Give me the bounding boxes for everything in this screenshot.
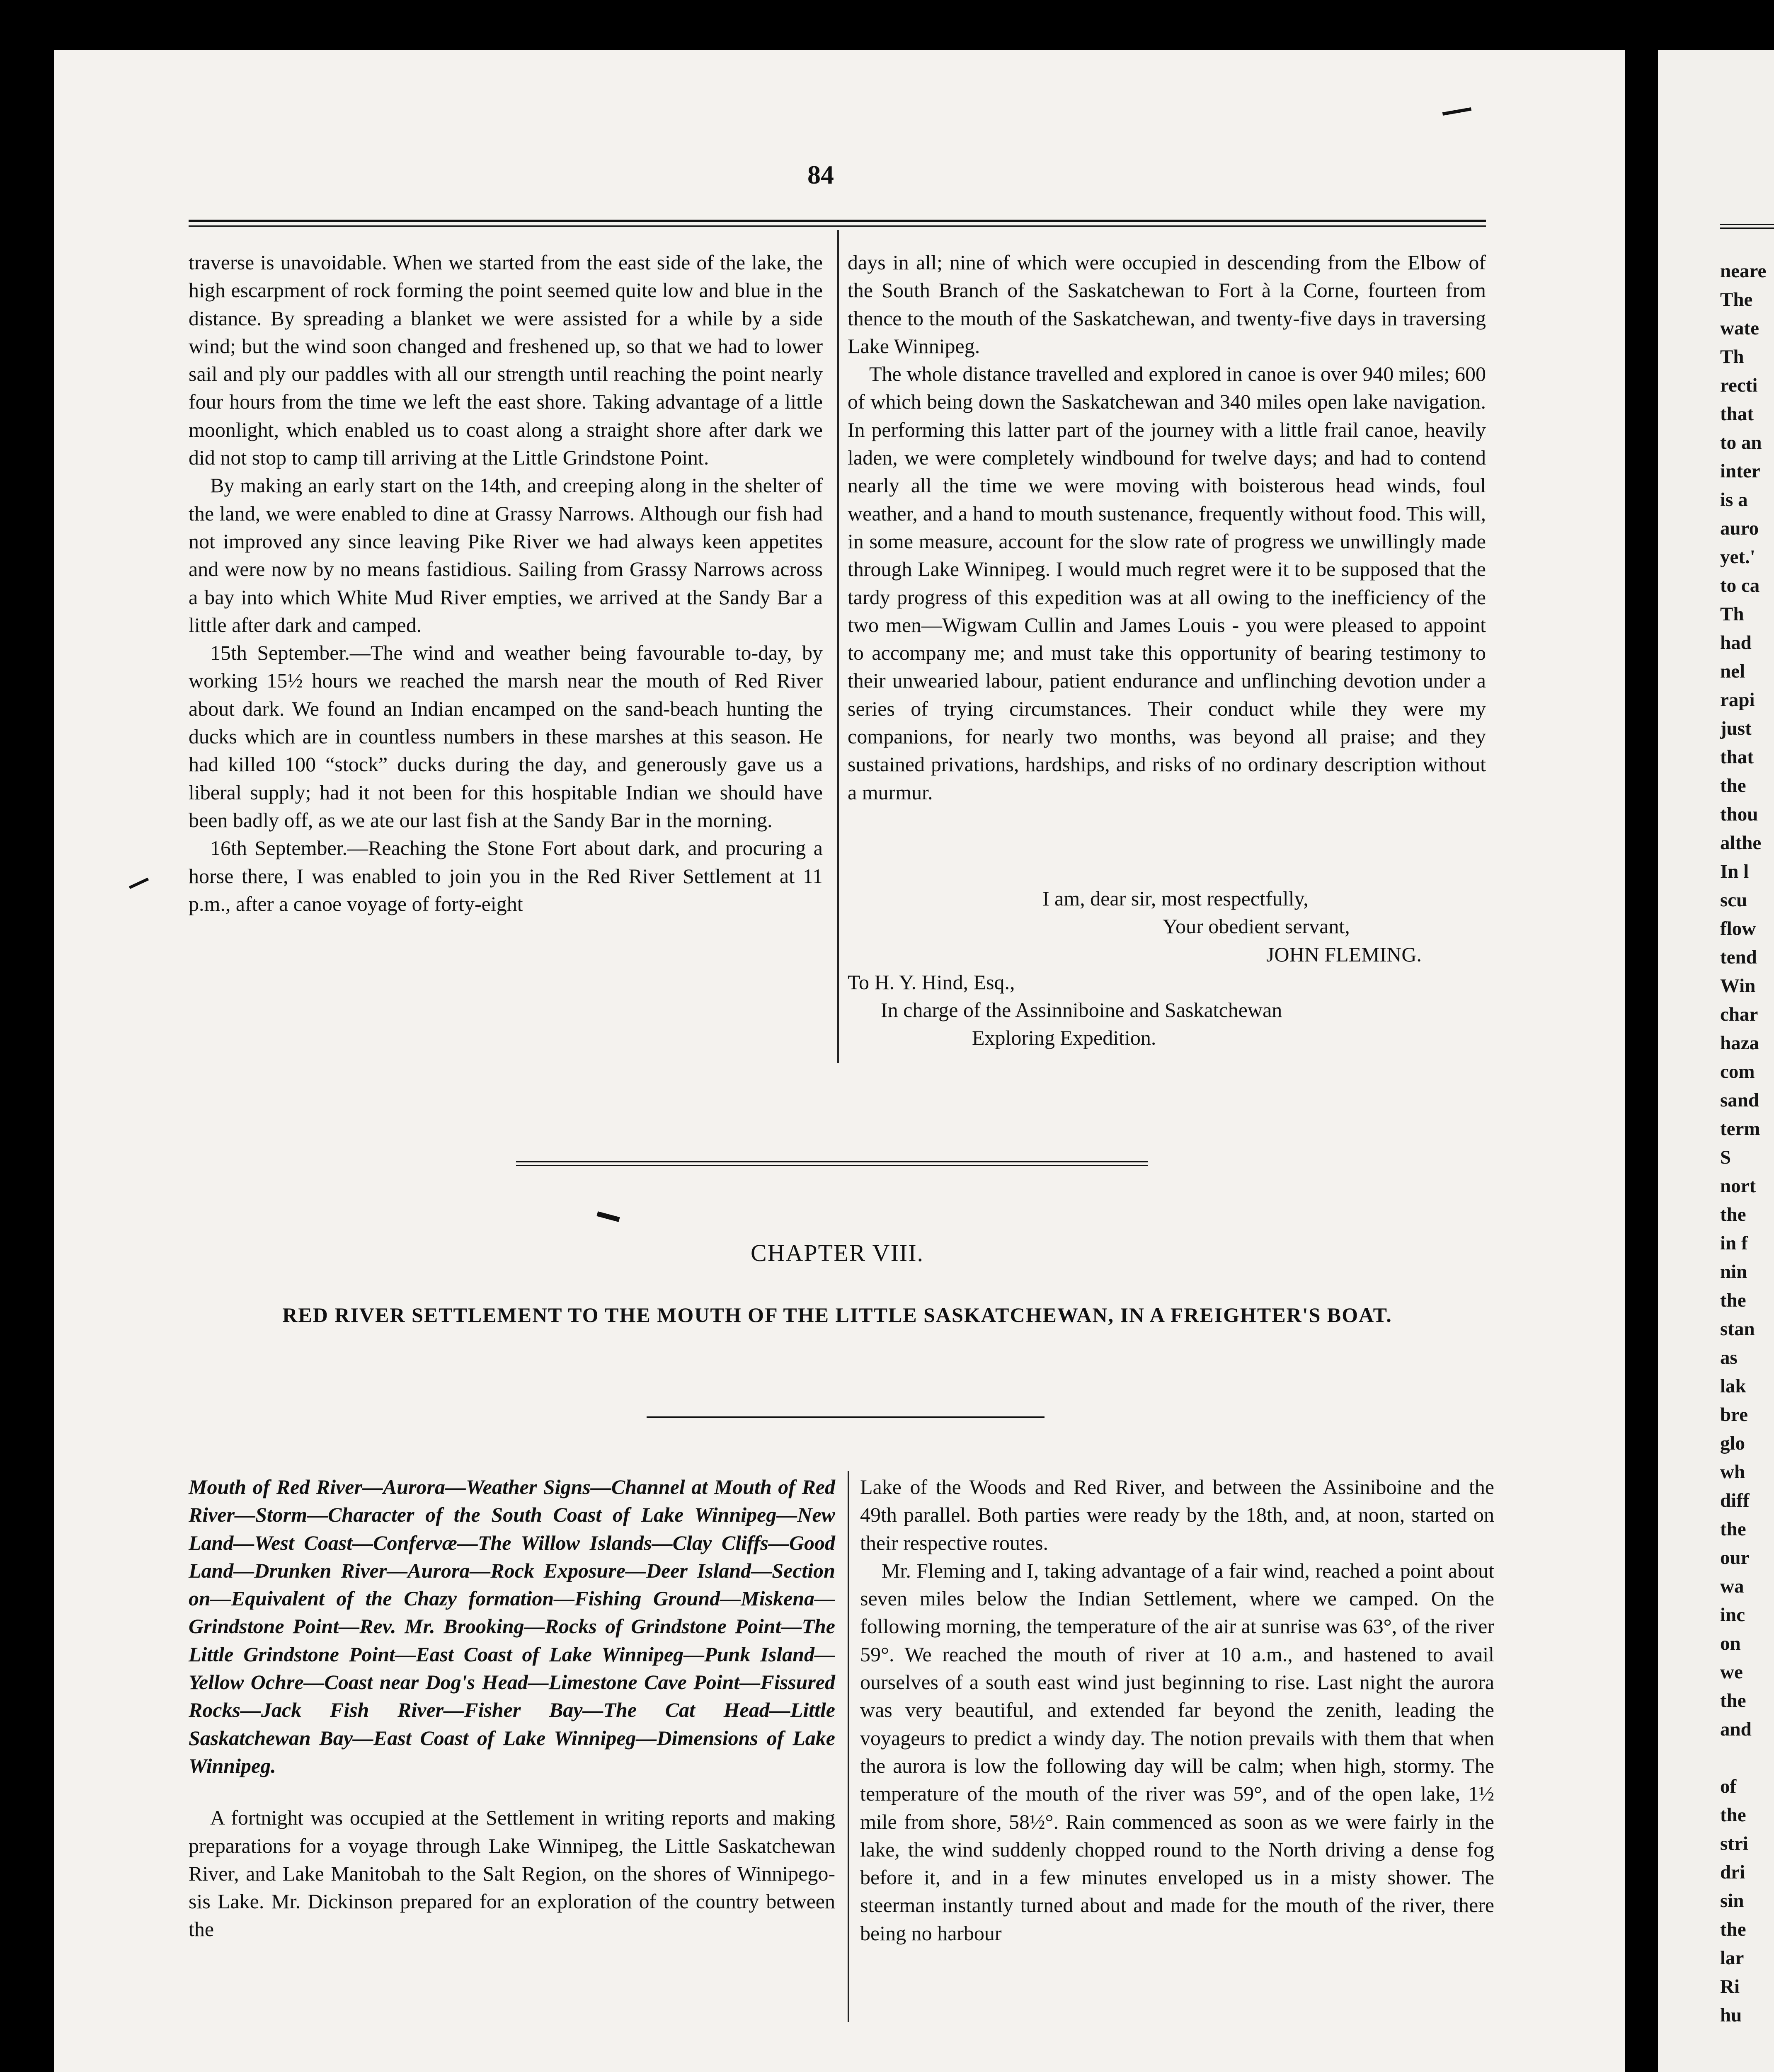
adjacent-page-fragment: bre bbox=[1720, 1404, 1748, 1426]
adjacent-page-fragment: term bbox=[1720, 1118, 1760, 1140]
adjacent-page-fragment: Ri bbox=[1720, 1976, 1740, 1997]
adjacent-page-fragment: that bbox=[1720, 403, 1754, 425]
paragraph: Lake of the Woods and Red River, and between the Assiniboine and the 49th parallel. Both parties were ready by the 18th, and, at noon, started on their respective routes. bbox=[860, 1475, 1494, 1554]
charge-line: In charge of the Assinniboine and Saskatchewan bbox=[881, 998, 1282, 1022]
adjacent-page-edge bbox=[1658, 50, 1774, 2072]
adjacent-page-fragment: tend bbox=[1720, 946, 1757, 968]
adjacent-page-fragment: thou bbox=[1720, 804, 1758, 825]
adjacent-page-fragment: the bbox=[1720, 1290, 1746, 1311]
bottom-left-column bbox=[189, 1473, 835, 1944]
adjacent-page-fragment: Win bbox=[1720, 975, 1756, 997]
adjacent-page-fragment: the bbox=[1720, 1690, 1746, 1711]
adjacent-page-fragment: the bbox=[1720, 1518, 1746, 1540]
adjacent-page-fragment: in f bbox=[1720, 1232, 1748, 1254]
adjacent-page-fragment: the bbox=[1720, 775, 1746, 796]
paragraph: 15th September.—The wind and weather being favourable to-day, by working 15½ hours we reached the marsh near the mouth of Red River about dark. We found an Indian encamped on the sand-beach hunting the ducks which are in countless numbers in these marshes at this season. He had killed 100 “stock” ducks during the day, and generously gave us a liberal supply; had it not been for this hospitable Indian we should have been badly off, as we ate our last fish at the Sandy Bar in the morning. bbox=[189, 641, 823, 832]
paragraph: Mr. Fleming and I, taking advantage of a fair wind, reached a point about seven miles below the Indian Settlement, where we camped. On the following morning, the temperature of the air at sunrise was 63°, of the river 59°. We reached the mouth of river at 10 a.m., and hastened to avail ourselves of a south east wind just beginning to rise. Last night the aurora was very beautiful, and extended far beyond the zenith, leading the voyageurs to predict a windy day. The notion prevails with them that when the aurora is low the following day will be calm; when high, stormy. The temperature of the mouth of the river was 59°, and of the open lake, 1½ mile from shore, 58½°. Rain commenced as soon as we were fairly in the lake, the wind suddenly chopped round to the North driving a dense fog before it, and in a few minutes enveloped us in a misty shower. The steerman instantly turned about and made for the mouth of the river, there being no harbour bbox=[860, 1559, 1494, 1945]
adjacent-page-fragment: of bbox=[1720, 1776, 1737, 1797]
adjacent-page-fragment: lar bbox=[1720, 1947, 1744, 1969]
adjacent-page-fragment: yet.' bbox=[1720, 546, 1755, 568]
chapter-subtitle: RED RIVER SETTLEMENT TO THE MOUTH OF THE LITTLE SASKATCHEWAN, IN A FREIGHTER'S BOAT. bbox=[282, 1303, 1392, 1326]
adjacent-page-fragment: and bbox=[1720, 1719, 1752, 1740]
paragraph: A fortnight was occupied at the Settlement in writing reports and making preparations for a voyage through Lake Winnipeg, the Little Saskatchewan River, and Lake Manitobah to the Salt Region, on the shores of Winnipego-sis Lake. Mr. Dickinson prepared for an exploration of the country between the bbox=[189, 1806, 835, 1941]
adjacent-page-text bbox=[1720, 257, 1774, 2030]
adjacent-page-fragment: sand bbox=[1720, 1089, 1759, 1111]
chapter-synopsis: Mouth of Red River—Aurora—Weather Signs—Channel at Mouth of Red River—Storm—Character of the South Coast of Lake Winnipeg—New Land—West Coast—Confervæ—The Willow Islands—Clay Cliffs—Good Land—Drunken River—Aurora—Rock Exposure—Deer Island—Section on—Equivalent of the Chazy formation—Fishing Ground—Miskena—Grindstone Point—Rev. Mr. Brooking—Rocks of Grindstone Point—The Little Grindstone Point—East Coast of Lake Winnipeg—Punk Island—Yellow Ochre—Coast near Dog's Head—Limestone Cave Point—Fissured Rocks—Jack Fish River—Fisher Bay—The Cat Head—Little Saskatchewan Bay—East Coast of Lake Winnipeg—Dimensions of Lake Winnipeg. bbox=[189, 1475, 835, 1777]
adjacent-page-fragment: stan bbox=[1720, 1318, 1755, 1340]
adjacent-page-fragment: inter bbox=[1720, 460, 1760, 482]
adjacent-page-fragment: Th bbox=[1720, 603, 1744, 625]
paragraph: The whole distance travelled and explored in canoe is over 940 miles; 600 of which being down the Saskatchewan and 340 miles open lake navigation. In performing this latter part of the journey with a little frail canoe, heavily laden, we were completely windbound for twelve days; and had to contend nearly all the time we were moving with boisterous head winds, foul weather, and a hand to mouth sustenance, frequently without food. This will, in some measure, account for the slow rate of progress we unwillingly made through Lake Winnipeg. I would much regret were it to be supposed that the tardy progress of this expedition was at all owing to the inefficiency of the two men—Wigwam Cullin and James Louis - you were pleased to appoint to accompany me; and must take this opportunity of bearing testimony to their unwearied labour, patient endurance and unflinching devotion under a series of trying circumstances. Their conduct while they were my companions, for nearly two months, was beyond all praise; and they sustained privations, hardships, and risks of no ordinary description without a murmur. bbox=[848, 362, 1486, 804]
top-left-column bbox=[189, 249, 823, 918]
adjacent-page-fragment: stri bbox=[1720, 1833, 1748, 1854]
adjacent-page-fragment: the bbox=[1720, 1204, 1746, 1225]
adjacent-page-fragment: glo bbox=[1720, 1433, 1745, 1454]
paragraph: traverse is unavoidable. When we started from the east side of the lake, the high escarpment of rock forming the point seemed quite low and blue in the distance. By spreading a blanket we were assisted for a while by a side wind; but the wind soon changed and freshened up, so that we had to lower sail and ply our paddles with all our strength until reaching the point nearly four hours from the time we left the east shore. Taking advantage of a little moonlight, which enabled us to coast along a straight shore after dark we did not stop to camp till arriving at the Little Grindstone Point. bbox=[189, 251, 823, 470]
chapter-title: CHAPTER VIII. bbox=[750, 1239, 924, 1266]
adjacent-page-fragment: wa bbox=[1720, 1576, 1744, 1597]
paragraph: By making an early start on the 14th, and creeping along in the shelter of the land, we were enabled to dine at Grassy Narrows. Although our fish had not improved any since leaving Pike River we had always keen appetites and were now by no means fastidious. Sailing from Grassy Narrows across a bay into which White Mud River empties, we arrived at the Sandy Bar a little after dark and camped. bbox=[189, 474, 823, 637]
adjacent-page-fragment: had bbox=[1720, 632, 1752, 654]
adjacent-page-fragment: to ca bbox=[1720, 575, 1760, 596]
adjacent-page-fragment: the bbox=[1720, 1919, 1746, 1940]
adjacent-page-fragment: wh bbox=[1720, 1461, 1745, 1483]
addressee: To H. Y. Hind, Esq., bbox=[848, 970, 1015, 994]
adjacent-page-fragment: nin bbox=[1720, 1261, 1747, 1283]
adjacent-page-fragment: S bbox=[1720, 1147, 1731, 1168]
adjacent-page-fragment: inc bbox=[1720, 1604, 1745, 1626]
adjacent-page-fragment: diff bbox=[1720, 1490, 1750, 1511]
adjacent-page-fragment: althe bbox=[1720, 832, 1762, 854]
adjacent-page-fragment: scu bbox=[1720, 889, 1747, 911]
bottom-right-column bbox=[860, 1473, 1494, 1947]
letter-closing bbox=[848, 885, 1486, 1052]
adjacent-page-fragment: the bbox=[1720, 1804, 1746, 1826]
adjacent-page-fragment: auro bbox=[1720, 518, 1759, 539]
adjacent-page-fragment: just bbox=[1720, 718, 1752, 739]
closing-servant: Your obedient servant, bbox=[1163, 915, 1350, 938]
adjacent-page-fragment: In l bbox=[1720, 861, 1749, 882]
adjacent-page-fragment: char bbox=[1720, 1004, 1758, 1025]
adjacent-page-fragment: neare bbox=[1720, 260, 1767, 282]
charge-line: Exploring Expedition. bbox=[972, 1026, 1156, 1050]
adjacent-page-fragment: sin bbox=[1720, 1890, 1744, 1912]
top-right-column bbox=[848, 249, 1486, 806]
adjacent-page-fragment: as bbox=[1720, 1347, 1738, 1368]
header-rule bbox=[189, 220, 1486, 227]
paragraph: days in all; nine of which were occupied in descending from the Elbow of the South Branch of the Saskatchewan to Fort à la Corne, fourteen from thence to the mouth of the Saskatchewan, and twenty-five days in traversing Lake Winnipeg. bbox=[848, 251, 1486, 358]
signature: JOHN FLEMING. bbox=[1266, 942, 1422, 966]
adjacent-page-fragment bbox=[1720, 1744, 1774, 1772]
adjacent-page-fragment: is a bbox=[1720, 489, 1748, 511]
adjacent-page-fragment: nel bbox=[1720, 661, 1745, 682]
paragraph: 16th September.—Reaching the Stone Fort about dark, and procuring a horse there, I was enabled to join you in the Red River Settlement at 11 p.m., after a canoe voyage of forty-eight bbox=[189, 836, 823, 915]
adjacent-page-fragment: flow bbox=[1720, 918, 1756, 939]
adjacent-page-fragment: our bbox=[1720, 1547, 1750, 1569]
adjacent-page-fragment: The bbox=[1720, 289, 1753, 310]
closing-salutation: I am, dear sir, most respectfully, bbox=[1042, 887, 1309, 910]
adjacent-page-fragment: rapi bbox=[1720, 689, 1755, 711]
adjacent-page-fragment: Th bbox=[1720, 346, 1744, 368]
column-divider-top bbox=[837, 230, 839, 1063]
chapter-subtitle-rule bbox=[647, 1416, 1045, 1418]
adjacent-page-fragment: haza bbox=[1720, 1032, 1759, 1054]
adjacent-page-fragment: we bbox=[1720, 1661, 1743, 1683]
adjacent-page-fragment: that bbox=[1720, 746, 1754, 768]
adjacent-page-fragment: com bbox=[1720, 1061, 1755, 1082]
adjacent-page-fragment: recti bbox=[1720, 375, 1758, 396]
adjacent-header-rule bbox=[1720, 224, 1774, 229]
page-number: 84 bbox=[807, 160, 834, 189]
adjacent-page-fragment: hu bbox=[1720, 2004, 1742, 2026]
adjacent-page-fragment: to an bbox=[1720, 432, 1762, 453]
adjacent-page-fragment: nort bbox=[1720, 1175, 1756, 1197]
chapter-separator-rule bbox=[516, 1161, 1148, 1166]
adjacent-page-fragment: on bbox=[1720, 1633, 1741, 1654]
adjacent-page-fragment: dri bbox=[1720, 1861, 1745, 1883]
adjacent-page-fragment: lak bbox=[1720, 1375, 1746, 1397]
column-divider-bottom bbox=[848, 1471, 849, 2022]
adjacent-page-fragment: wate bbox=[1720, 317, 1759, 339]
